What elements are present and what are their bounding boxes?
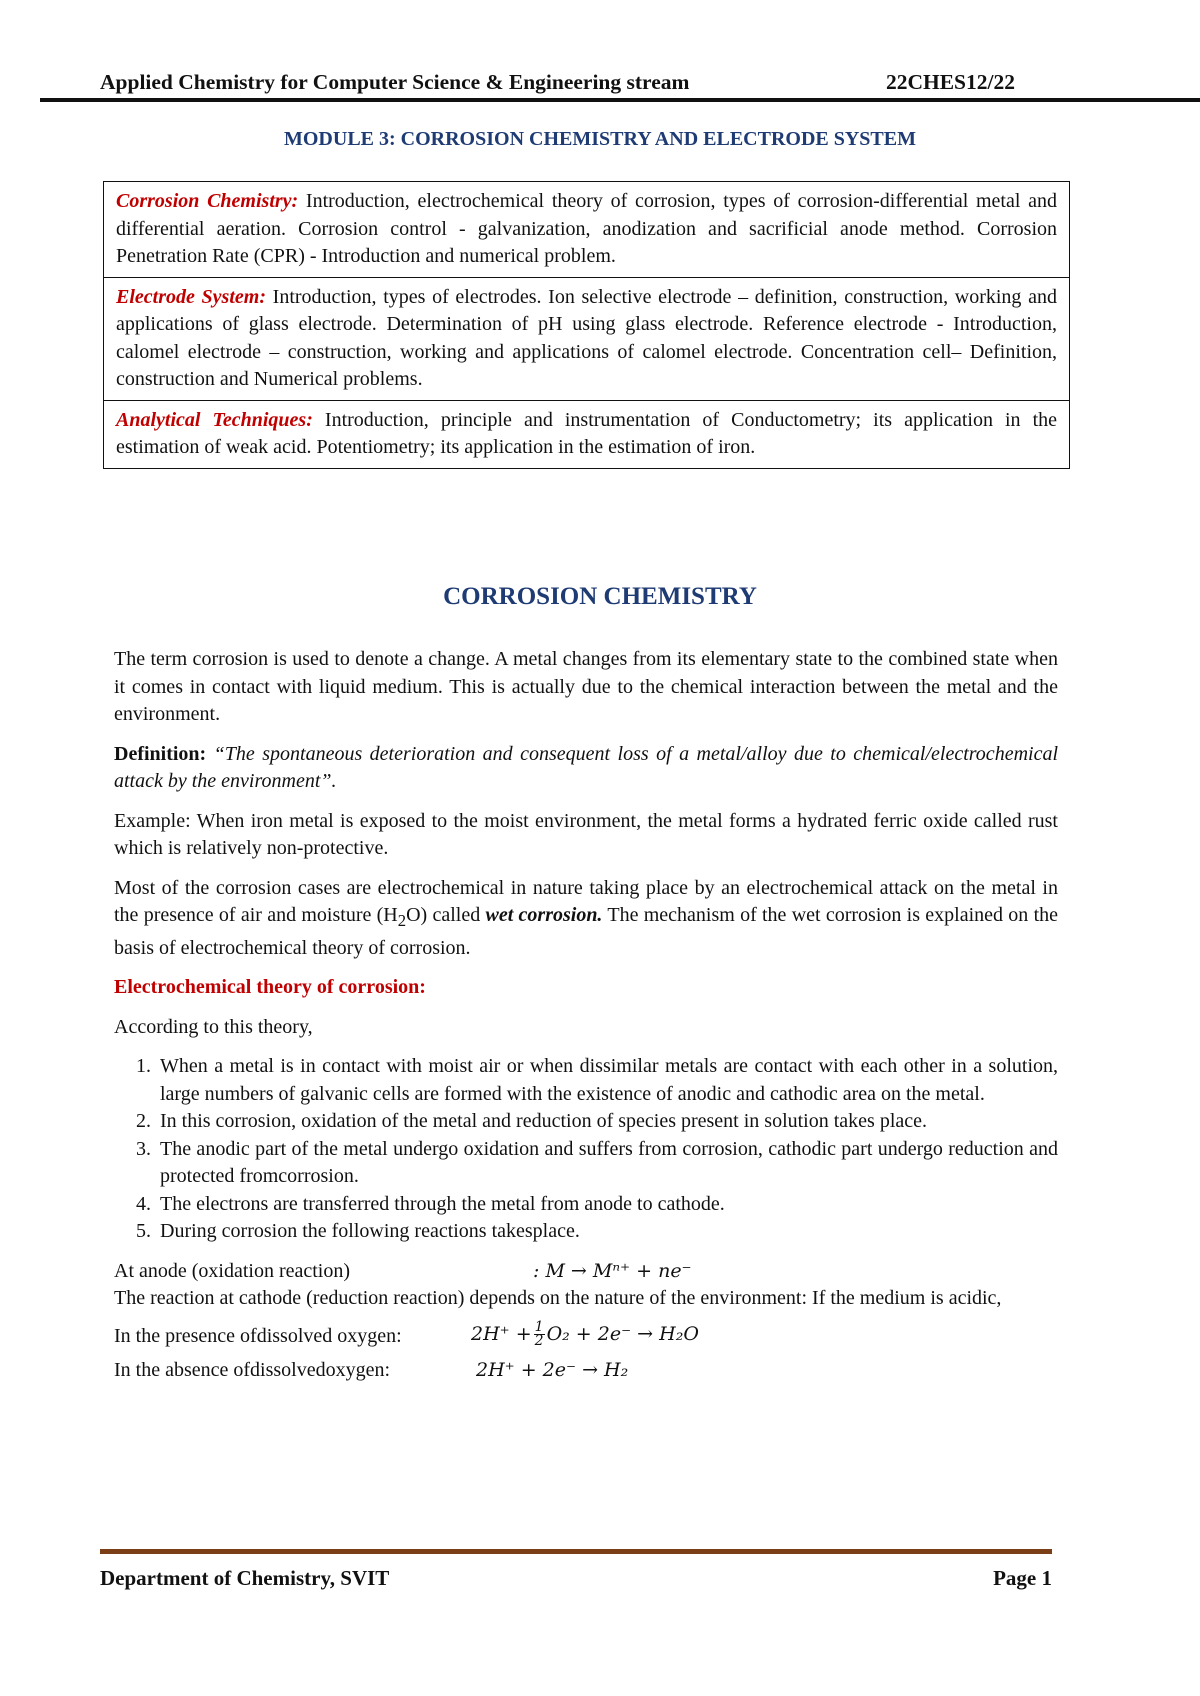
cathode-paragraph: The reaction at cathode (reduction reaction) depends on the nature of the environment: If the medium is acidic, [114,1287,1002,1309]
syllabus-heading: Analytical Techniques: [116,408,313,431]
list-item: 5. During corrosion the following reactions takesplace. [156,1218,1058,1246]
wet-corrosion-paragraph [114,875,1058,963]
list-item: 4. The electrons are transferred through the metal from anode to cathode. [156,1191,1058,1219]
theory-heading: Electrochemical theory of corrosion: [114,976,426,998]
absence-label: In the absence ofdissolvedoxygen: [114,1358,391,1381]
syllabus-row-electrode [104,278,1069,401]
header-course-code: 22CHES12/22 [885,70,1015,94]
presence-label: In the presence ofdissolved oxygen: [114,1324,402,1347]
syllabus-heading: Electrode System: [116,285,266,308]
section-title: CORROSION CHEMISTRY [443,583,757,610]
wet-text-3: The mechanism of the wet corrosion is explained on the basis of electrochemical theory of corrosion. [114,904,1059,959]
definition-paragraph [114,741,1058,796]
syllabus-table [103,181,1070,469]
footer-page-number: Page 1 [993,1566,1052,1590]
wet-text-2: O) called [406,904,486,926]
list-item: 2. In this corrosion, oxidation of the metal and reduction of species present in solution takes place. [156,1108,1058,1136]
presence-equation [471,1321,699,1349]
absence-oxygen-reaction [114,1357,1058,1385]
anode-label: At anode (oxidation reaction) [114,1259,351,1282]
presence-oxygen-reaction [114,1319,1058,1355]
syllabus-text: Introduction, electrochemical theory of corrosion, types of corrosion-differential metal and differential aeration. Corrosion control - galvanization, anodization and sacrificial anode method. Corrosion Penetration Rate (CPR) - Introduction and numerical problem. [116,190,1057,267]
intro-paragraph: The term corrosion is used to denote a change. A metal changes from its elementary state to the combined state when it comes in contact with liquid medium. This is actually due to the chemical interaction between the metal and the environment. [114,648,1058,725]
wet-subscript: 2 [397,911,407,930]
running-header [100,70,1015,100]
running-footer [100,1566,1052,1596]
half-fraction [534,1321,545,1348]
wet-text-1: Most of the corrosion cases are electrochemical in nature taking place by an electrochemical attack on the metal in the presence of air and moisture (H [114,876,1058,926]
fraction-denominator: 2 [534,1333,544,1349]
fraction-numerator: 1 [534,1319,544,1335]
absence-equation: 2H⁺ + 2e⁻ → H₂ [476,1358,629,1381]
header-rule [40,98,1200,102]
module-title: MODULE 3: CORROSION CHEMISTRY AND ELECTRODE SYSTEM [284,128,916,150]
list-item: 1. When a metal is in contact with moist air or when dissimilar metals are contact with each other in a solution, large numbers of galvanic cells are formed with the existence of anodic and cathodic area on the metal. [156,1053,1058,1108]
syllabus-text: Introduction, principle and instrumentation of Conductometry; its application in the estimation of weak acid. Potentiometry; its application in the estimation of iron. [116,408,1058,458]
presence-eq-left: 2H⁺ + [471,1322,532,1345]
footer-department: Department of Chemistry, SVIT [100,1566,390,1590]
theory-list [114,1053,1058,1246]
presence-eq-right: O₂ + 2e⁻ → H₂O [546,1322,699,1345]
definition-label: Definition: [114,742,207,765]
syllabus-heading: Corrosion Chemistry: [116,190,299,212]
anode-reaction [114,1258,1058,1286]
wet-corrosion-term: wet corrosion. [485,904,603,926]
footer-rule [100,1549,1052,1554]
example-paragraph: Example: When iron metal is exposed to the moist environment, the metal forms a hydrated ferric oxide called rust which is relatively non-protective. [114,809,1058,859]
theory-intro: According to this theory, [114,1015,313,1038]
body-text [114,646,1058,1384]
definition-text: “The spontaneous deterioration and consequent loss of a metal/alloy due to chemical/electrochemical attack by the environment”. [114,742,1058,792]
syllabus-text: Introduction, types of electrodes. Ion selective electrode – definition, construction, working and applications of glass electrode. Determination of pH using glass electrode. Reference electrode - Introduction, calomel electrode – construction, working and applications of calomel electrode. Concentration cell– Definition, construction and Numerical problems. [116,285,1057,390]
syllabus-row-corrosion [104,182,1069,278]
header-course-title: Applied Chemistry for Computer Science & Engineering stream [100,70,690,94]
syllabus-row-analytical [104,401,1069,468]
list-item: 3. The anodic part of the metal undergo oxidation and suffers from corrosion, cathodic part undergo reduction and protected fromcorrosion. [156,1136,1058,1191]
anode-equation: : M → Mⁿ⁺ + ne⁻ [533,1259,692,1282]
